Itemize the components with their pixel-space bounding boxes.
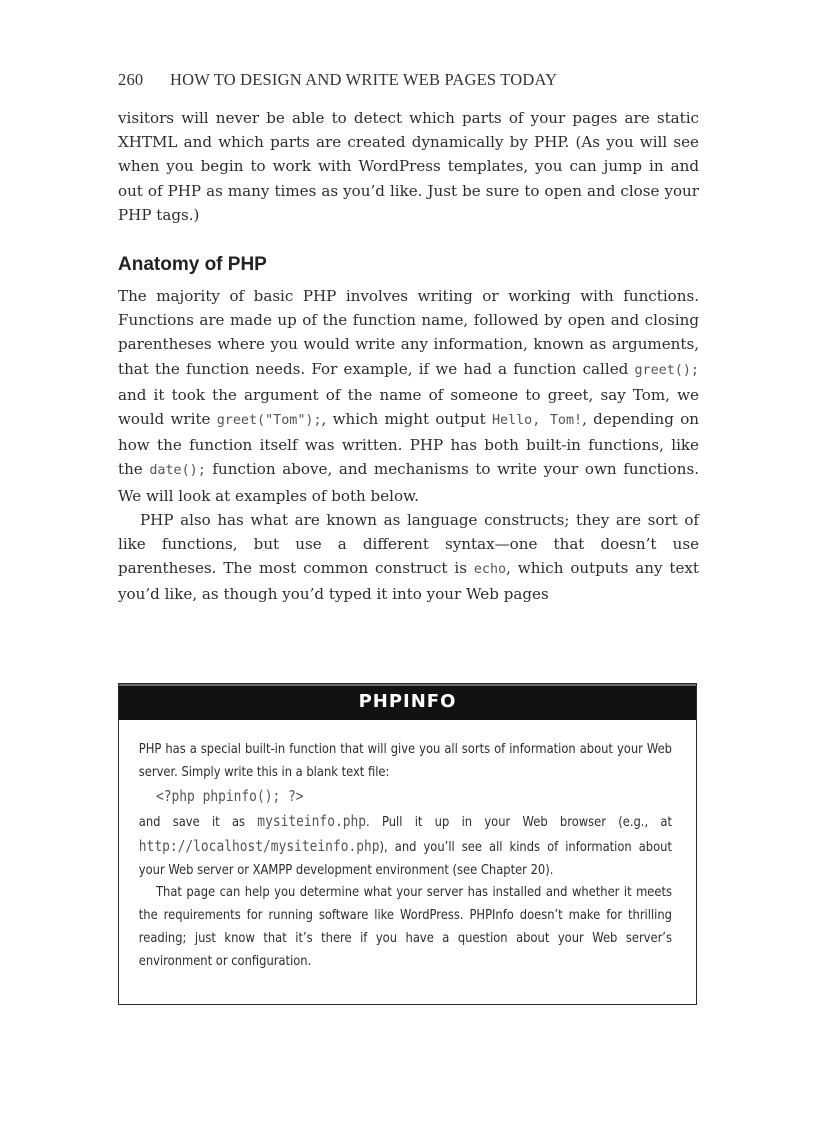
sidebar-body bbox=[119, 720, 692, 974]
text-run: and it took the argument of the name of someone to greet, say Tom, we would write bbox=[118, 385, 699, 429]
running-header bbox=[118, 70, 698, 90]
code-hello-tom: Hello, Tom! bbox=[491, 413, 583, 429]
text-run: , which outputs any text you’d like, as though you’d typed it into your Web pages bbox=[118, 559, 699, 604]
code-url: http://localhost/mysiteinfo.php bbox=[138, 836, 380, 855]
phpinfo-sidebar bbox=[118, 683, 697, 1005]
intro-paragraph: visitors will never be able to detect which parts of your pages are static XHTML and which parts are created dynamically by PHP. (As you will see when you begin to work with WordPress templates, you can jump in and out of PHP as many times as you’d like. Just be sure to open and close your PHP tags.) bbox=[118, 109, 699, 224]
section-body bbox=[118, 284, 699, 607]
sidebar-paragraph bbox=[139, 810, 672, 883]
code-phpinfo: <?php phpinfo(); ?> bbox=[155, 786, 304, 805]
section-heading: Anatomy of PHP bbox=[118, 254, 267, 275]
intro-text bbox=[118, 106, 699, 227]
text-run: The majority of basic PHP involves writing or working with functions. Functions are made up of the function name, followed by open and closing parentheses where you would write any information, known as arguments, that the function needs. For example, if we had a function called bbox=[118, 287, 699, 378]
constructs-paragraph bbox=[118, 508, 699, 607]
text-run: function above, and mechanisms to write your own functions. We will look at examples of both below. bbox=[118, 460, 699, 505]
sidebar-title: PHPINFO bbox=[119, 684, 696, 720]
text-run: PHP also has what are known as language constructs; they are sort of like functions, but use a different syntax—one that doesn’t use parentheses. The most common construct is bbox=[118, 510, 699, 578]
sidebar-code-line bbox=[139, 785, 672, 810]
sidebar-paragraph: PHP has a special built-in function that will give you all sorts of information about your Web server. Simply write this in a blank text file: bbox=[138, 742, 672, 780]
text-run: , depending on how the function itself was written. PHP has both built-in functions, like the bbox=[118, 410, 700, 479]
sidebar-paragraph: That page can help you determine what your server has installed and whether it meets the requirements for running software like WordPress. PHPInfo doesn’t make for thrilling reading; just know that it’s there if you have a question about your Web server’s environment or configuration. bbox=[138, 885, 672, 970]
text-run: ), and you’ll see all kinds of information about your Web server or XAMPP development environment (see Chapter 20). bbox=[138, 839, 672, 878]
code-date: date(); bbox=[149, 463, 206, 479]
functions-paragraph bbox=[118, 284, 699, 508]
text-run: , which might output bbox=[321, 410, 492, 429]
text-run: . Pull it up in your Web browser (e.g., at bbox=[366, 814, 672, 830]
code-greet: greet(); bbox=[634, 362, 699, 378]
code-greet-tom: greet("Tom"); bbox=[216, 413, 322, 429]
page-number: 260 bbox=[118, 70, 144, 89]
code-filename: mysiteinfo.php bbox=[257, 811, 367, 830]
text-run: and save it as bbox=[138, 814, 258, 830]
running-title: HOW TO DESIGN AND WRITE WEB PAGES TODAY bbox=[170, 70, 558, 89]
code-echo: echo bbox=[473, 562, 507, 578]
